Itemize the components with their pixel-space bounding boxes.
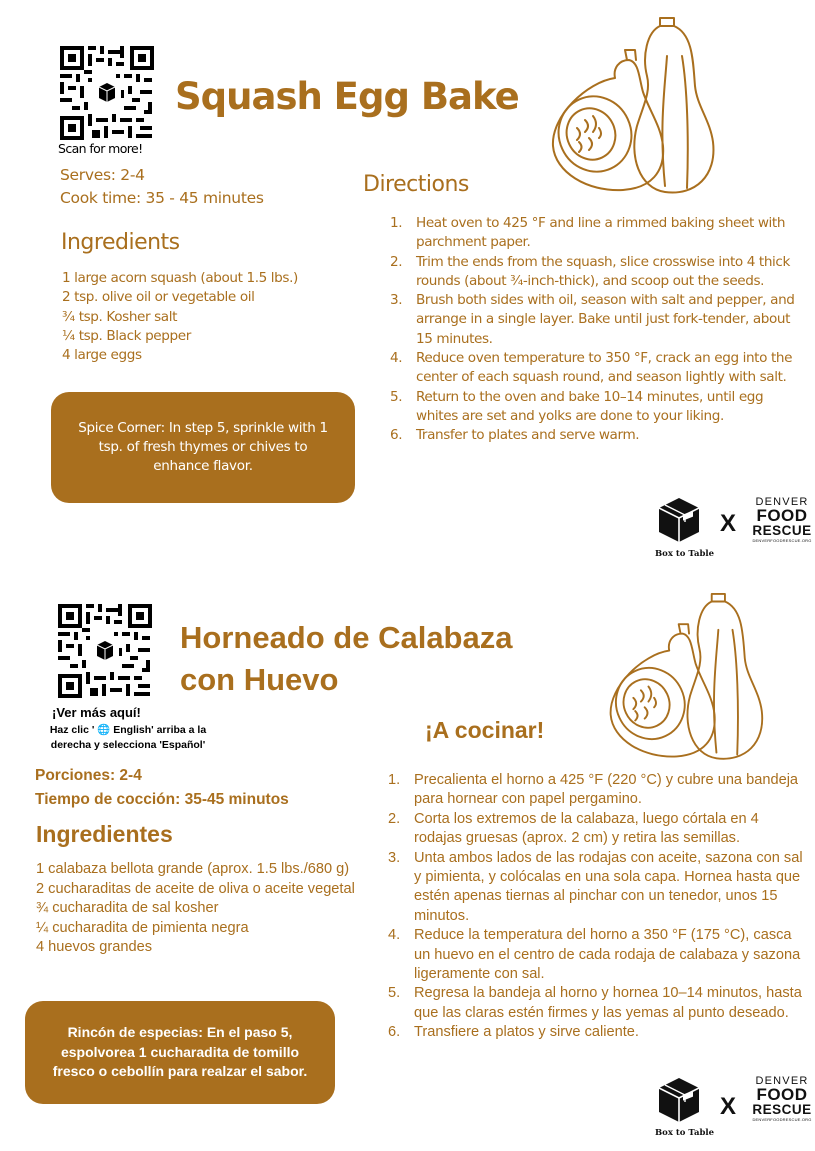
list-item: 3. Unta ambos lados de las rodajas con aceite, sazona con sal y pimienta, y colócalas en una sola capa. Hornea hasta que estén apenas tiernas al pinchar con un tenedor, unos 15 minutos. [388,849,803,924]
cook-time-text-es: Tiempo de cocción: 35-45 minutos [35,791,289,808]
ingredients-heading-es: Ingredientes [36,821,173,847]
qr-caption: ¡Ver más aquí! [52,705,141,720]
spice-corner-text-es: Rincón de especias: En el paso 5, espolvorea 1 cucharadita de tomillo fresco o cebollín para realzar el sabor. [52,1024,308,1080]
serves-text: Serves: 2-4 [60,166,145,184]
box-to-table-logo [655,494,703,546]
box-to-table-label: Box to Table [655,549,715,559]
list-item: 4 large eggs [62,347,142,364]
list-item: 6. Transfer to plates and serve warm. [390,427,640,444]
list-item: 2. Corta los extremos de la calabaza, luego córtala en 4 rodajas gruesas (aprox. 2 cm) y retira las semillas. [388,810,759,847]
list-item: 1 calabaza bellota grande (aprox. 1.5 lbs./680 g) [36,861,350,877]
ingredients-list-es [36,860,381,958]
list-item: 4. Reduce la temperatura del horno a 350 °F (175 °C), casca un huevo en el centro de cada rodaja de calabaza y sazona ligeramente con sal. [388,927,801,983]
list-item: ¼ tsp. Black pepper [62,327,191,344]
portions-text: Porciones: 2-4 [35,767,142,784]
directions-heading-es: ¡A cocinar! [425,717,545,743]
denver-food-rescue-logo: DENVER FOOD RESCUE DENVERFOODRESCUE.ORG [752,496,812,543]
collab-x: X [720,1093,737,1120]
spice-corner-box-es [25,1001,335,1104]
directions-heading: Directions [363,172,469,197]
list-item: 2 tsp. olive oil or vegetable oil [62,289,255,306]
list-item: 5. Regresa la bandeja al horno y hornea 10–14 minutos, hasta que las claras estén firmes y las yemas al punto deseado. [388,985,802,1021]
qr-caption: Scan for more! [58,141,143,156]
directions-list-es [388,771,806,1043]
squash-illustration [605,592,775,764]
list-item: 1. Heat oven to 425 °F and line a rimmed baking sheet with parchment paper. [390,215,786,251]
squash-illustration [547,16,727,198]
page-title: Squash Egg Bake [175,75,519,118]
spice-corner-box [51,392,355,503]
cook-time-text: Cook time: 35 - 45 minutes [60,189,264,207]
list-item: 2 cucharaditas de aceite de oliva o aceite vegetal [36,880,355,897]
list-item: 6. Transfiere a platos y sirve caliente. [388,1024,639,1041]
box-to-table-logo [655,1074,703,1126]
list-item: 3. Brush both sides with oil, season with salt and pepper, and arrange in a single layer. Bake until just fork-tender, about 15 minutes. [390,292,795,347]
qr-code-icon[interactable] [59,45,155,141]
list-item: ¾ tsp. Kosher salt [62,308,178,325]
list-item: 2. Trim the ends from the squash, slice crosswise into 4 thick rounds (about ¾-inch-thick), and scoop out the seeds. [390,253,790,289]
qr-code-icon[interactable] [57,603,153,699]
list-item: ¼ cucharadita de pimienta negra [36,919,249,936]
collab-x: X [720,510,737,537]
list-item: 4. Reduce oven temperature to 350 °F, crack an egg into the center of each squash round, and season lightly with salt. [390,350,793,386]
qr-instructions: Haz clic ' 🌐 English' arriba a la derecha y selecciona 'Español' [49,724,207,751]
list-item: 4 huevos grandes [36,939,153,956]
box-to-table-label: Box to Table [655,1128,715,1138]
list-item: ¾ cucharadita de sal kosher [36,900,219,917]
spice-corner-text: Spice Corner: In step 5, sprinkle with 1 tsp. of fresh thymes or chives to enhance flavor. [78,420,328,474]
list-item: 1 large acorn squash (about 1.5 lbs.) [62,270,298,286]
list-item: 5. Return to the oven and bake 10–14 minutes, until egg whites are set and yolks are done to your liking. [390,388,764,424]
ingredients-list [62,269,352,365]
denver-food-rescue-logo: DENVER FOOD RESCUE DENVERFOODRESCUE.ORG [752,1075,812,1122]
directions-list [390,214,808,446]
list-item: 1. Precalienta el horno a 425 °F (220 °C) y cubre una bandeja para hornear con papel pergamino. [388,772,799,808]
page-title-es: Horneado de Calabaza con Huevo [180,620,513,697]
ingredients-heading: Ingredients [61,230,180,255]
